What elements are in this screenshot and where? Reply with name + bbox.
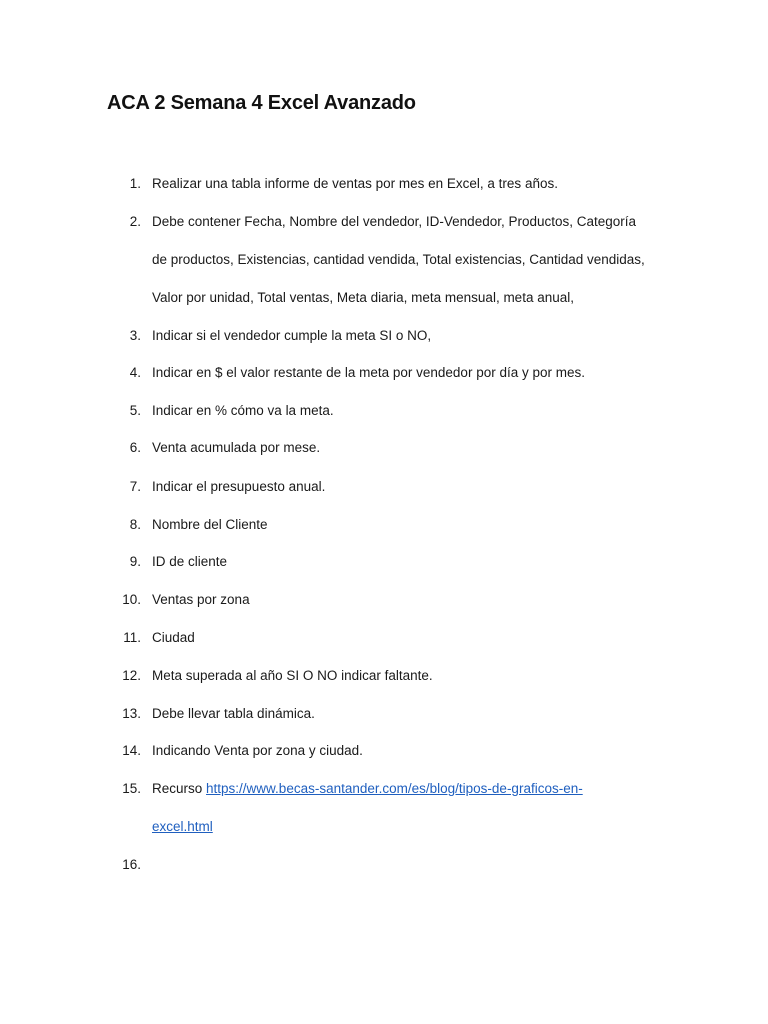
list-item-number: 2. [129,214,141,229]
list-item-number: 10. [122,592,141,607]
resource-link[interactable]: https://www.becas-santander.com/es/blog/tipos-de-graficos-en- [206,781,583,796]
list-item-number: 6. [129,440,141,455]
list-item-number: 3. [129,328,141,343]
list-item-text-continuation: Valor por unidad, Total ventas, Meta diaria, meta mensual, meta anual, [152,290,574,305]
list-item-text [152,780,583,798]
list-item-number: 8. [129,517,141,532]
list-item-number: 12. [122,668,141,683]
list-item-text-continuation: de productos, Existencias, cantidad vendida, Total existencias, Cantidad vendidas, [152,252,645,267]
list-item-number: 9. [129,554,141,569]
resource-link-continuation[interactable]: excel.html [152,819,213,834]
list-item-text: Indicar el presupuesto anual. [152,479,326,494]
list-item-text: ID de cliente [152,554,228,569]
list-item-number: 7. [129,479,141,494]
list-item-text: Debe contener Fecha, Nombre del vendedor, ID-Vendedor, Productos, Categoría [152,214,637,229]
list-item-text: Realizar una tabla informe de ventas por mes en Excel, a tres años. [152,176,558,191]
list-item-text: Indicar en % cómo va la meta. [152,403,334,418]
list-item-text: Indicar en $ el valor restante de la meta por vendedor por día y por mes. [152,365,585,380]
list-item-number: 4. [129,365,141,380]
list-item-number: 5. [129,403,141,418]
resource-prefix: Recurso [152,781,207,796]
list-item-number: 16. [122,857,141,872]
list-item-text: Debe llevar tabla dinámica. [152,706,315,721]
list-item-text: Ciudad [152,630,195,645]
list-item-text-continuation [152,818,213,836]
list-item-text: Ventas por zona [152,592,250,607]
list-item-text: Nombre del Cliente [152,517,268,532]
list-item-text: Meta superada al año SI O NO indicar faltante. [152,668,433,683]
list-item-number: 13. [122,706,141,721]
list-item-text: Venta acumulada por mese. [152,440,321,455]
document-title: ACA 2 Semana 4 Excel Avanzado [107,92,416,114]
list-item-number: 1. [129,176,141,191]
list-item-number: 14. [122,743,141,758]
list-item-text: Indicar si el vendedor cumple la meta SI o NO, [152,328,432,343]
list-item-number: 11. [123,630,141,645]
list-item-text: Indicando Venta por zona y ciudad. [152,743,363,758]
list-item-number: 15. [122,781,141,796]
